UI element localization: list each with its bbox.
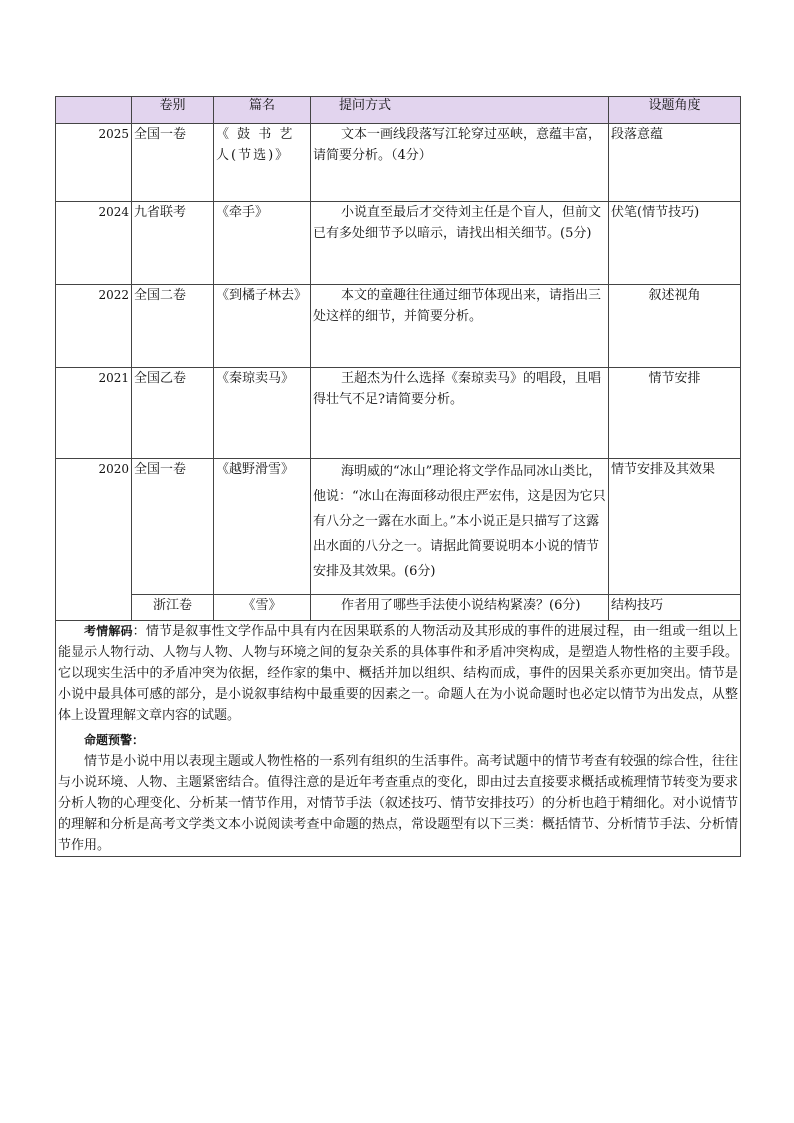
title-cell: 《到橘子林去》 [214, 285, 311, 368]
angle-cell: 段落意蕴 [609, 124, 741, 202]
warning-label: 命题预警： [84, 733, 145, 747]
angle-cell: 结构技巧 [609, 595, 741, 621]
title-cell: 《牵手》 [214, 202, 311, 285]
paper-cell: 全国一卷 [132, 459, 214, 595]
table-header-row [56, 97, 741, 124]
paper-cell: 九省联考 [132, 202, 214, 285]
warning-text: 情节是小说中用以表现主题或人物性格的一系列有组织的生活事件。高考试题中的情节考查有较强的综合性，往往与小说环境、人物、主题紧密结合。值得注意的是近年考查重点的变化，即由过去直接要求概括或梳理情节转变为要求分析人物的心理变化、分析某一情节作用，对情节手法（叙述技巧、情节安排技巧）的分析也趋于精细化。对小说情节的理解和分析是高考文学类文本小说阅读考查中命题的热点，常设题型有以下三类：概括情节、分析情节手法、分析情节作用。 [58, 754, 738, 853]
paper-cell: 全国二卷 [132, 285, 214, 368]
header-paper: 卷别 [132, 97, 214, 124]
notes-row [56, 621, 741, 857]
header-question: 提问方式 [311, 97, 609, 124]
title-cell: 《秦琼卖马》 [214, 368, 311, 459]
notes-cell [56, 621, 741, 857]
angle-cell: 伏笔(情节技巧) [609, 202, 741, 285]
year-cell: 2025 [56, 124, 132, 202]
table-row [56, 202, 741, 285]
title-cell: 《 鼓 书 艺 人(节选)》 [214, 124, 311, 202]
table-row [56, 459, 741, 595]
question-cell: 作者用了哪些手法使小说结构紧凑？(6分) [311, 595, 609, 621]
exam-table [55, 96, 741, 857]
title-cell: 《雪》 [214, 595, 311, 621]
question-cell: 文本一画线段落写江轮穿过巫峡，意蕴丰富，请简要分析。（4分） [311, 124, 609, 202]
year-cell: 2020 [56, 459, 132, 621]
angle-cell: 叙述视角 [609, 285, 741, 368]
paper-cell: 浙江卷 [132, 595, 214, 621]
paper-cell: 全国乙卷 [132, 368, 214, 459]
table-row [56, 124, 741, 202]
year-cell: 2024 [56, 202, 132, 285]
question-cell: 王超杰为什么选择《秦琼卖马》的唱段，且唱得壮气不足?请简要分析。 [311, 368, 609, 459]
analysis-label: 考情解码 [84, 624, 133, 638]
table-row [56, 595, 741, 621]
year-cell: 2022 [56, 285, 132, 368]
question-cell: 本文的童趣往往通过细节体现出来，请指出三处这样的细节，并简要分析。 [311, 285, 609, 368]
header-title: 篇名 [214, 97, 311, 124]
table-row [56, 368, 741, 459]
header-angle: 设题角度 [609, 97, 741, 124]
title-cell: 《越野滑雪》 [214, 459, 311, 595]
angle-cell: 情节安排及其效果 [609, 459, 741, 595]
angle-cell: 情节安排 [609, 368, 741, 459]
year-cell: 2021 [56, 368, 132, 459]
analysis-paragraph [58, 621, 738, 726]
paper-cell: 全国一卷 [132, 124, 214, 202]
table-row [56, 285, 741, 368]
header-year [56, 97, 132, 124]
analysis-text: ：情节是叙事性文学作品中具有内在因果联系的人物活动及其形成的事件的进展过程，由一组或一组以上能显示人物行动、人物与人物、人物与环境之间的复杂关系的具体事件和矛盾冲突构成，是塑造人物性格的主要手段。它以现实生活中的矛盾冲突为依据，经作家的集中、概括并加以组织、结构而成，事件的因果关系亦更加突出。情节是小说中最具体可感的部分，是小说叙事结构中最重要的因素之一。命题人在为小说命题时也必定以情节为出发点，从整体上设置理解文章内容的试题。 [58, 624, 738, 723]
question-cell: 小说直至最后才交待刘主任是个盲人，但前文已有多处细节予以暗示，请找出相关细节。(5分) [311, 202, 609, 285]
question-cell: 海明威的“冰山”理论将文学作品同冰山类比，他说：“冰山在海面移动很庄严宏伟，这是因为它只有八分之一露在水面上。”本小说正是只描写了这露出水面的八分之一。请据此简要说明本小说的情节安排及其效果。(6分) [311, 459, 609, 595]
